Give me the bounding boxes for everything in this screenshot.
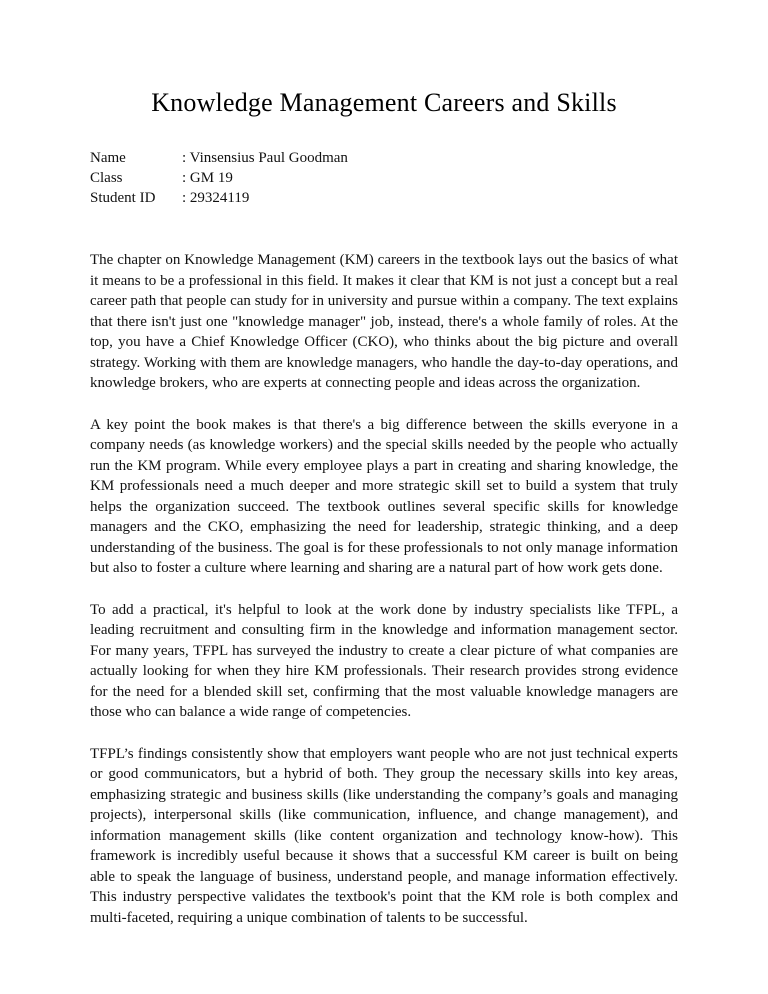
paragraph-skills-difference: A key point the book makes is that there's a big difference between the skills everyone in a company needs (as knowledge workers) and the special skills needed by the people who actually run the KM program. While every employee plays a part in creating and sharing knowledge, the KM professionals need a much deeper and more strategic skill set to build a system that truly helps the organization succeed. The textbook outlines several specific skills for knowledge managers and the CKO, emphasizing the need for leadership, strategic thinking, and a deep understanding of the business. The goal is for these professionals to not only manage information but also to foster a culture where learning and sharing are a natural part of how work gets done.: [90, 416, 678, 576]
paragraph-tfpl-findings: TFPL’s findings consistently show that employers want people who are not just technical experts or good communicators, but a hybrid of both. They group the necessary skills into key areas, emphasizing strategic and business skills (like understanding the company’s goals and managing projects), interpersonal skills (like communication, influence, and change management), and information management skills (like content organization and technology know-how). This framework is incredibly useful because it shows that a successful KM career is built on being able to speak the language of business, understand people, and manage information effectively. This industry perspective validates the textbook's point that the KM role is both complex and multi-faceted, requiring a unique combination of talents to be successful.: [90, 745, 678, 926]
page-title: Knowledge Management Careers and Skills: [151, 88, 617, 117]
meta-value-name: : Vinsensius Paul Goodman: [182, 150, 348, 166]
meta-value-student-id: : 29324119: [182, 190, 250, 206]
meta-row-student-id: [90, 188, 678, 208]
meta-label-class: Class: [90, 170, 123, 186]
meta-label-student-id: Student ID: [90, 190, 156, 206]
student-meta: [90, 148, 678, 208]
paragraph-intro-km-careers: The chapter on Knowledge Management (KM) careers in the textbook lays out the basics of what it means to be a professional in this field. It makes it clear that KM is not just a concept but a real career path that people can study for in university and pursue within a company. The text explains that there isn't just one "knowledge manager" job, instead, there's a whole family of roles. At the top, you have a Chief Knowledge Officer (CKO), who thinks about the big picture and overall strategy. Working with them are knowledge managers, who handle the day-to-day operations, and knowledge brokers, who are experts at connecting people and ideas across the organization.: [90, 252, 678, 391]
paragraph-tfpl-intro: To add a practical, it's helpful to look at the work done by industry specialists like TFPL, a leading recruitment and consulting firm in the knowledge and information management sector. For many years, TFPL has surveyed the industry to create a clear picture of what companies are actually looking for when they hire KM professionals. Their research provides strong evidence for the need for a blended skill set, confirming that the most valuable knowledge managers are those who can balance a wide range of competencies.: [90, 601, 678, 720]
meta-row-name: [90, 148, 678, 168]
meta-label-name: Name: [90, 150, 126, 166]
meta-row-class: [90, 168, 678, 188]
meta-value-class: : GM 19: [182, 170, 233, 186]
